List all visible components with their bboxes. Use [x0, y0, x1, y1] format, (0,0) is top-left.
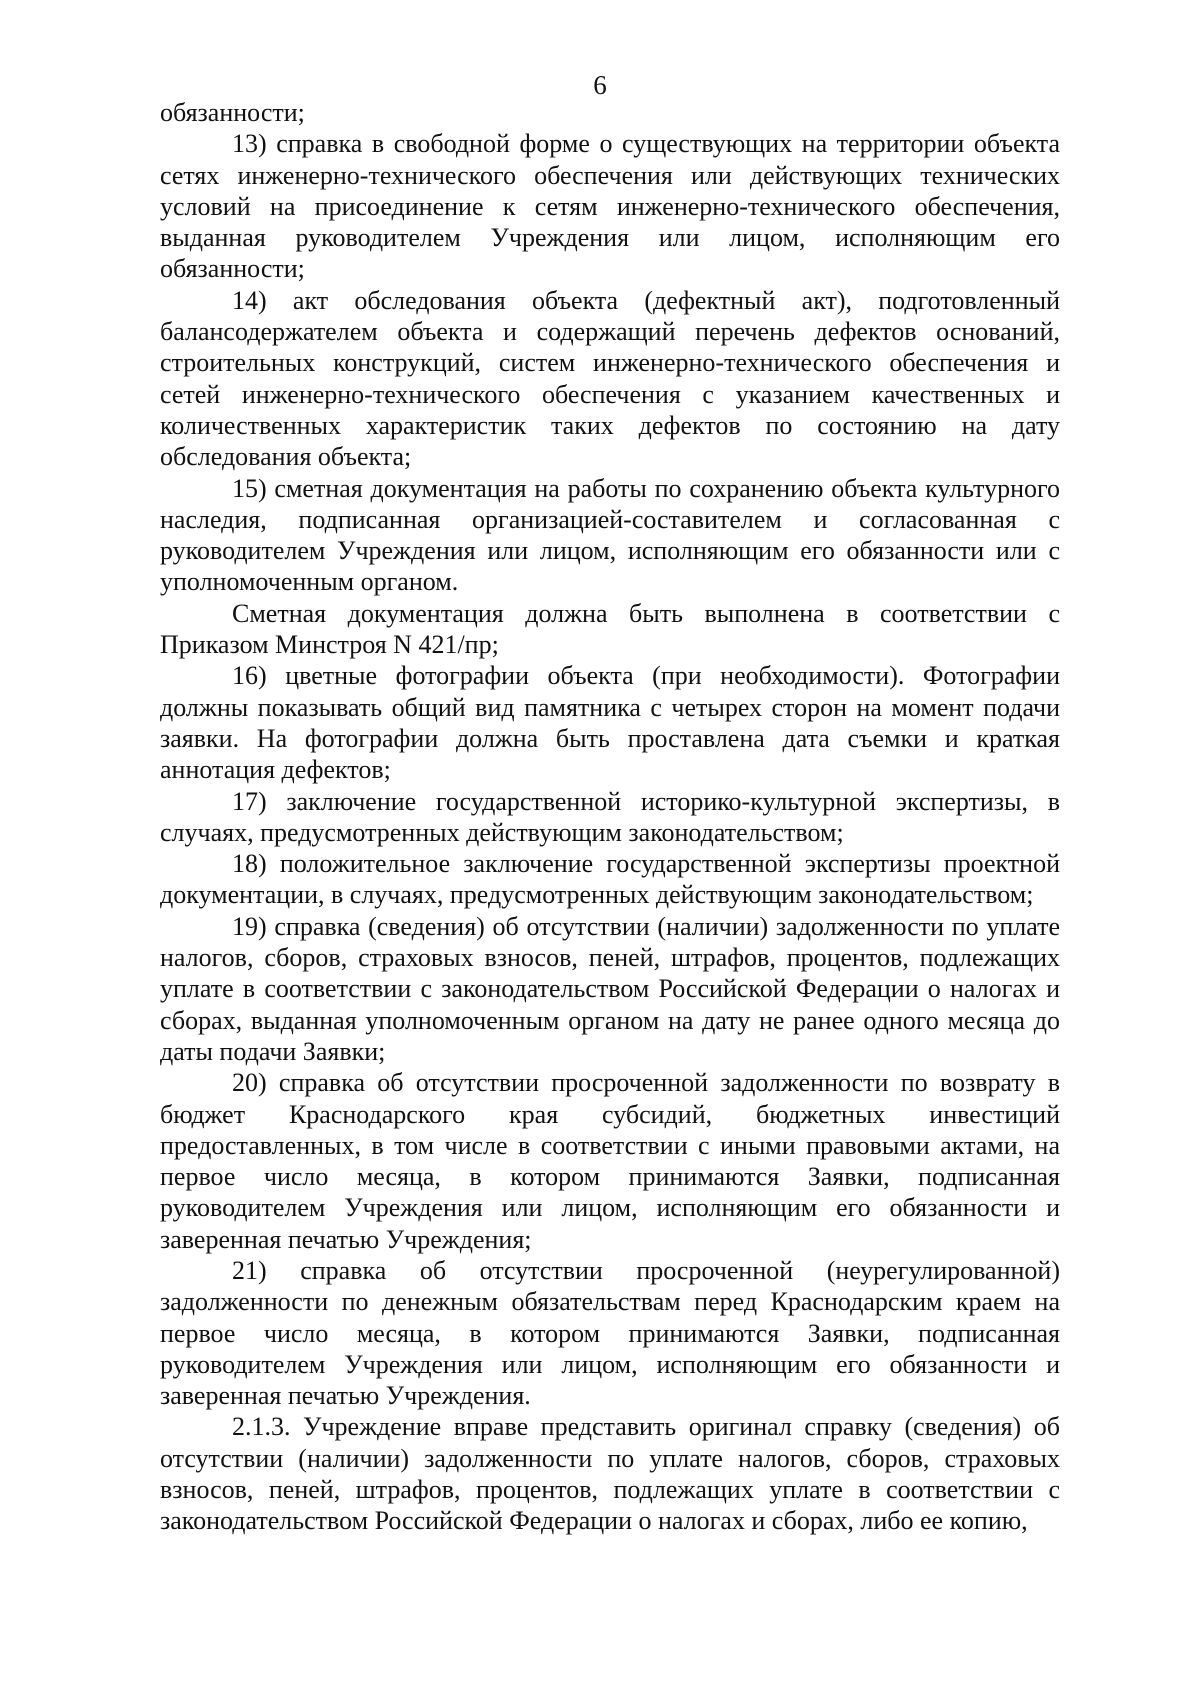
document-body	[160, 97, 1060, 1537]
paragraph-item-16: 16) цветные фотографии объекта (при необходимости). Фотографии должны показывать общий вид памятника с четырех сторон на момент подачи заявки. На фотографии должна быть проставлена дата съемки и краткая аннотация дефектов;	[160, 661, 1060, 785]
paragraph-section-2-1-3: 2.1.3. Учреждение вправе представить оригинал справку (сведения) об отсутствии (наличии) задолженности по уплате налогов, сборов, страховых взносов, пеней, штрафов, процентов, подлежащих уплате в соответствии с законодательством Российской Федерации о налогах и сборах, либо ее копию,	[160, 1412, 1060, 1536]
paragraph-item-14: 14) акт обследования объекта (дефектный акт), подготовленный балансодержателем объекта и содержащий перечень дефектов оснований, строительных конструкций, систем инженерно-технического обеспечения и сетей инженерно-технического обеспечения с указанием качественных и количественных характеристик таких дефектов по состоянию на дату обследования объекта;	[160, 285, 1060, 472]
paragraph-item-17: 17) заключение государственной историко-культурной экспертизы, в случаях, предусмотренных действующим законодательством;	[160, 786, 1060, 847]
page-number: 6	[593, 70, 607, 100]
paragraph-item-20: 20) справка об отсутствии просроченной задолженности по возврату в бюджет Краснодарского края субсидий, бюджетных инвестиций предоставленных, в том числе в соответствии с иными правовыми актами, на первое число месяца, в котором принимаются Заявки, подписанная руководителем Учреждения или лицом, исполняющим его обязанности и заверенная печатью Учреждения;	[160, 1068, 1060, 1254]
paragraph-item-18: 18) положительное заключение государственной экспертизы проектной документации, в случаях, предусмотренных действующим законодательством;	[160, 849, 1060, 910]
paragraph-item-15: 15) сметная документация на работы по сохранению объекта культурного наследия, подписанная организацией-составителем и согласованная с руководителем Учреждения или лицом, исполняющим его обязанности или с уполномоченным органом.	[160, 473, 1060, 597]
paragraph-item-21: 21) справка об отсутствии просроченной (неурегулированной) задолженности по денежным обязательствам перед Краснодарским краем на первое число месяца, в котором принимаются Заявки, подписанная руководителем Учреждения или лицом, исполняющим его обязанности и заверенная печатью Учреждения.	[160, 1255, 1060, 1411]
paragraph-estimate-note: Сметная документация должна быть выполнена в соответствии с Приказом Минстроя N 421/пр;	[160, 598, 1060, 660]
paragraph-item-19: 19) справка (сведения) об отсутствии (наличии) задолженности по уплате налогов, сборов, страховых взносов, пеней, штрафов, процентов, подлежащих уплате в соответствии с законодательством Российской Федерации о налогах и сборах, выданная уполномоченным органом на дату не ранее одного месяца до даты подачи Заявки;	[160, 911, 1060, 1066]
paragraph: обязанности;	[160, 98, 305, 127]
paragraph-item-13: 13) справка в свободной форме о существующих на территории объекта сетях инженерно-технического обеспечения или действующих технических условий на присоединение к сетям инженерно-технического обеспечения, выданная руководителем Учреждения или лицом, исполняющим его обязанности;	[160, 129, 1060, 284]
